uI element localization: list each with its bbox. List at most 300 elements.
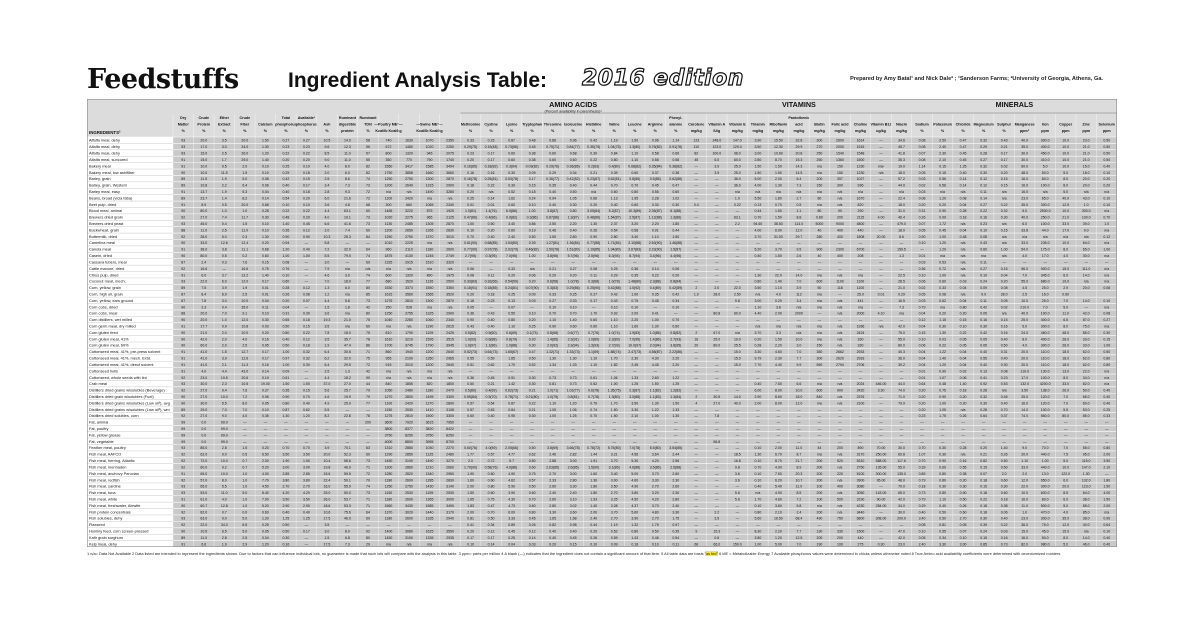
table-cell: 0.2	[242, 254, 247, 258]
table-cell: 93	[181, 139, 185, 143]
table-cell: 0.54	[282, 196, 289, 200]
table-cell: 25.0	[857, 292, 864, 296]
table-cell: 1.50	[1103, 485, 1110, 489]
table-cell: —	[736, 440, 740, 444]
table-cell: —	[305, 241, 309, 245]
table-cell: 14.0	[344, 139, 351, 143]
table-cell: 3.9	[796, 286, 801, 290]
table-cell: —	[777, 369, 781, 373]
table-cell: 1975	[446, 273, 454, 277]
table-cell: —	[756, 260, 760, 264]
table-cell: 0.40	[754, 382, 761, 386]
table-cell: 0.08	[1103, 312, 1110, 316]
table-cell: 8.00	[775, 389, 782, 393]
table-cell: 3.4(96)	[650, 254, 661, 258]
table-cell: 0.23	[467, 152, 474, 156]
table-cell: 0.60	[611, 190, 618, 194]
table-cell: 2.30	[939, 152, 946, 156]
table-cell: 2.5(87)	[629, 216, 640, 220]
table-cell: 19.9	[344, 395, 351, 399]
table-cell: 0.34	[570, 171, 577, 175]
table-cell: —	[530, 369, 534, 373]
table-cell: 0.40	[549, 536, 556, 540]
table-cell: 18.0	[1062, 363, 1069, 367]
table-cell: 0.33	[549, 292, 556, 296]
column-header: Ash	[323, 123, 331, 127]
table-cell: 2125	[446, 216, 454, 220]
table-cell: —	[715, 465, 719, 469]
table-cell: —	[818, 369, 822, 373]
table-cell: 0.10	[282, 203, 289, 207]
table-cell: 73	[366, 491, 370, 495]
table-cell: 41.0	[200, 350, 207, 354]
table-cell: 3.80	[303, 478, 310, 482]
table-cell: n/a	[961, 222, 966, 226]
table-cell: —	[674, 260, 678, 264]
column-header: Thiamin	[751, 123, 766, 127]
table-cell: 1.20	[939, 363, 946, 367]
table-cell: 15.0	[734, 357, 741, 361]
column-header: %	[489, 129, 493, 133]
table-cell: 1320	[405, 152, 413, 156]
table-cell: 0.01	[919, 254, 926, 258]
table-cell: 200	[817, 472, 823, 476]
table-cell: 0.64	[919, 382, 926, 386]
table-cell: 32.0	[344, 357, 351, 361]
table-cell: 0.64	[1103, 523, 1110, 527]
table-cell: 0.36	[919, 267, 926, 271]
table-cell: 2	[695, 331, 697, 335]
table-cell: 0.46	[549, 228, 556, 232]
ingredient-name: Fish meal, anchovy Peruvian	[89, 471, 139, 476]
table-cell: 8.2	[324, 414, 329, 418]
table-cell: 1.00	[939, 401, 946, 405]
table-cell: 1.00	[529, 209, 536, 213]
table-cell: 18.0	[1062, 350, 1069, 354]
column-header: Potassium	[933, 123, 952, 127]
table-cell: 1.40	[1001, 446, 1008, 450]
table-cell: 800	[386, 152, 392, 156]
table-cell: n/a	[817, 273, 822, 277]
table-cell: 74	[366, 254, 370, 258]
table-cell: —	[366, 427, 370, 431]
table-cell: 2.60	[672, 472, 679, 476]
table-cell: 0.44	[590, 523, 597, 527]
table-cell: 1100	[836, 280, 844, 284]
table-cell: 3.9	[714, 164, 719, 168]
table-cell: 0.15	[939, 164, 946, 168]
table-cell: 77	[366, 401, 370, 405]
table-cell: 0.10	[590, 542, 597, 546]
table-cell: 1.32(71)	[546, 350, 559, 354]
table-cell: 0.50	[488, 517, 495, 521]
table-cell: 2.5(88)	[670, 465, 681, 469]
table-cell: —	[879, 203, 883, 207]
table-cell: 18.0	[796, 395, 803, 399]
table-cell: —	[838, 292, 842, 296]
table-cell: 0.70	[631, 184, 638, 188]
table-cell: 40.0	[1083, 523, 1090, 527]
table-cell: n/a	[879, 171, 884, 175]
table-cell: 1.77	[467, 453, 474, 457]
table-cell: 1480	[405, 145, 413, 149]
table-cell: 150	[817, 184, 823, 188]
table-cell: —	[1064, 440, 1068, 444]
table-cell: 47.4	[344, 344, 351, 348]
table-cell: 57	[366, 152, 370, 156]
table-cell: 1.22	[672, 376, 679, 380]
table-cell: 21.0	[200, 331, 207, 335]
table-cell: 2800	[446, 401, 454, 405]
table-cell: 0.08	[282, 260, 289, 264]
table-cell: 1.34	[549, 363, 556, 367]
table-cell: n/a	[489, 190, 494, 194]
table-cell: 92	[181, 376, 185, 380]
ingredient-name: Beet pulp, dried	[89, 202, 116, 207]
table-cell: 5.6	[735, 491, 740, 495]
table-cell: —	[879, 241, 883, 245]
table-cell: 0.74	[590, 408, 597, 412]
table-cell: 150.0	[733, 542, 742, 546]
table-cell: —	[736, 248, 740, 252]
table-cell: 8.0	[1063, 248, 1068, 252]
table-cell: —	[736, 228, 740, 232]
table-cell: 0.60	[1001, 478, 1008, 482]
table-cell: 16.0	[1021, 184, 1028, 188]
table-cell: 0.10	[282, 273, 289, 277]
table-cell: 1.80	[590, 485, 597, 489]
table-cell: 0.79	[919, 497, 926, 501]
column-header: Selenium	[1099, 123, 1116, 127]
table-cell: —	[223, 267, 227, 271]
table-cell: —	[530, 433, 534, 437]
table-cell: 1.50	[775, 337, 782, 341]
table-cell: 6.00	[508, 510, 515, 514]
column-header: Sulphur	[997, 123, 1011, 127]
table-cell: 0.40	[939, 504, 946, 508]
table-cell: 0.43	[467, 325, 474, 329]
table-cell: 1.30	[590, 222, 597, 226]
table-cell: 77	[366, 280, 370, 284]
table-cell: 11.0	[242, 228, 249, 232]
table-cell: 0.72	[939, 267, 946, 271]
table-cell: 0.21	[590, 171, 597, 175]
table-cell: 0.25	[508, 536, 515, 540]
table-cell: 1.10	[611, 325, 618, 329]
table-cell: 0.15	[980, 465, 987, 469]
table-cell: 9.0	[1022, 446, 1027, 450]
table-cell: 0.40	[1103, 542, 1110, 546]
table-cell: 4.6(88)	[629, 465, 640, 469]
table-cell: n/a	[838, 325, 843, 329]
table-cell: 0.12	[529, 530, 536, 534]
table-cell: 3.54(85)	[669, 446, 682, 450]
table-cell: 0.5	[222, 254, 227, 258]
table-cell: 2749	[446, 254, 454, 258]
column-header: Sodium	[915, 123, 929, 127]
ingredient-name: Barley, grain	[89, 176, 111, 181]
table-cell: 123.0	[1082, 485, 1091, 489]
table-cell: 46.4	[898, 216, 905, 220]
table-cell: 71	[366, 465, 370, 469]
table-cell: 5.6	[324, 389, 329, 393]
table-cell: 1.9	[222, 177, 227, 181]
table-cell: —	[592, 427, 596, 431]
table-cell: 1.3(84)	[670, 395, 681, 399]
table-cell: —	[1043, 260, 1047, 264]
table-cell: 15.0	[200, 152, 207, 156]
table-cell: 10.0	[1062, 152, 1069, 156]
table-cell: —	[941, 421, 945, 425]
table-cell: —	[1105, 260, 1109, 264]
table-cell: 3.0	[222, 299, 227, 303]
table-cell: 1700	[385, 344, 393, 348]
table-cell: 2075	[446, 152, 454, 156]
table-cell: 5.00	[775, 542, 782, 546]
table-cell: 5.5	[1063, 408, 1068, 412]
table-cell: 3210	[405, 337, 413, 341]
table-cell: —	[325, 427, 329, 431]
table-cell: 42.0	[898, 536, 905, 540]
table-cell: 3080	[857, 485, 865, 489]
table-cell: 0.10	[754, 478, 761, 482]
table-cell: 50.1	[344, 478, 351, 482]
table-cell: 0.30	[652, 203, 659, 207]
column-header: Ether	[220, 116, 230, 120]
table-cell: 29	[366, 542, 370, 546]
table-cell: 1790	[405, 331, 413, 335]
table-cell: 89	[181, 286, 185, 290]
table-cell: 63	[366, 446, 370, 450]
table-cell: 0.08	[303, 292, 310, 296]
table-cell: 16.5	[898, 299, 905, 303]
table-cell: 110	[694, 145, 700, 149]
table-cell: —	[736, 408, 740, 412]
table-cell: 30.5	[713, 395, 720, 399]
table-cell: 0.15	[529, 184, 536, 188]
table-cell: 1150	[385, 491, 393, 495]
table-cell: 1.30	[570, 357, 577, 361]
table-cell: 11.3	[242, 363, 249, 367]
table-cell: n/a	[838, 190, 843, 194]
table-cell: 0.33	[467, 139, 474, 143]
table-cell: 3.0	[796, 344, 801, 348]
table-cell: 0.54(59)	[505, 280, 518, 284]
table-cell: —	[961, 440, 965, 444]
column-header: %	[572, 129, 576, 133]
table-cell: n/a	[1104, 369, 1109, 373]
table-cell: 87	[181, 260, 185, 264]
table-cell: n/a	[407, 190, 412, 194]
table-cell: 190	[817, 542, 823, 546]
table-cell: 91	[181, 325, 185, 329]
table-cell: 1.2(82)	[670, 389, 681, 393]
table-cell: 1310	[385, 446, 393, 450]
table-cell: —	[715, 421, 719, 425]
table-cell: 7.9	[324, 267, 329, 271]
table-cell: 3020	[405, 510, 413, 514]
table-cell: —	[1043, 421, 1047, 425]
table-cell: —	[859, 414, 863, 418]
table-cell: —	[530, 421, 534, 425]
ingredient-name: Kelp meal, dehy	[89, 541, 117, 546]
table-cell: 3.6	[735, 478, 740, 482]
column-header: Threonine	[544, 123, 562, 127]
table-cell: 0.22	[980, 497, 987, 501]
ingredient-name: Fat, yellow grease	[89, 432, 121, 437]
table-cell: 0.36(86)	[567, 164, 580, 168]
table-cell: 8.7(94)	[629, 254, 640, 258]
table-cell: 33.0	[1021, 241, 1028, 245]
table-cell: 0.77(88)	[587, 241, 600, 245]
table-cell: 9.5	[796, 248, 801, 252]
table-cell: 0.89	[508, 523, 515, 527]
table-cell: 7.2	[242, 395, 247, 399]
table-cell: 560.0	[1041, 414, 1050, 418]
table-cell: 0.47	[488, 504, 495, 508]
table-cell: 0.15	[960, 318, 967, 322]
table-cell: 300	[386, 203, 392, 207]
table-cell: 0.5	[242, 453, 247, 457]
table-cell: 3440	[857, 510, 865, 514]
table-cell: n/a	[961, 260, 966, 264]
table-cell: n/a	[961, 408, 966, 412]
table-cell: 0.44	[590, 184, 597, 188]
table-cell: 1210	[426, 465, 434, 469]
table-cell: 0.25	[467, 196, 474, 200]
table-cell: 43.0	[241, 369, 248, 373]
table-cell: 0.26	[919, 216, 926, 220]
table-cell: 43.0	[1083, 196, 1090, 200]
table-cell: 5.5	[222, 485, 227, 489]
table-cell: 440	[858, 536, 864, 540]
table-cell: —	[797, 267, 801, 271]
table-cell: 0.55(84)	[464, 395, 477, 399]
table-cell: 0.18(85)	[485, 286, 498, 290]
table-cell: 36.0	[734, 177, 741, 181]
table-cell: 0.5(85)	[650, 177, 661, 181]
table-cell: 1.9	[694, 292, 699, 296]
table-cell: 0.22	[303, 331, 310, 335]
table-cell: 1.50	[775, 164, 782, 168]
ingredient-name: Cassava tubers, meal	[89, 259, 127, 264]
table-cell: 2.00	[631, 312, 638, 316]
table-cell: 17.0	[1042, 254, 1049, 258]
table-cell: 3560	[405, 292, 413, 296]
ingredient-name: Corn gluten feed	[89, 330, 118, 335]
table-cell: 0.7	[242, 465, 247, 469]
table-cell: 2.20	[672, 363, 679, 367]
table-cell: —	[879, 254, 883, 258]
table-cell: 1285	[426, 478, 434, 482]
table-cell: 0.39	[939, 453, 946, 457]
table-cell: 1.06	[570, 408, 577, 412]
table-cell: 0.60	[262, 510, 269, 514]
column-header: Fiber	[240, 123, 250, 127]
table-cell: 1.70	[611, 401, 618, 405]
column-header: —Poultry ME⁶—	[374, 123, 403, 127]
table-cell: 3.8(96)	[547, 254, 558, 258]
table-cell: —	[879, 401, 883, 405]
table-cell: n/a	[858, 305, 863, 309]
table-cell: —	[1064, 427, 1068, 431]
table-cell: 0.60	[508, 228, 515, 232]
table-cell: 479.0	[897, 222, 906, 226]
table-cell: 1.0	[735, 196, 740, 200]
table-cell: 9.4	[222, 389, 227, 393]
table-cell: 91	[181, 369, 185, 373]
table-cell: 1.90	[303, 459, 310, 463]
table-cell: 0.58	[672, 158, 679, 162]
table-cell: —	[633, 369, 637, 373]
table-cell: —	[879, 350, 883, 354]
table-cell: 20.0	[1083, 286, 1090, 290]
table-cell: 72	[366, 472, 370, 476]
table-cell: n/a	[838, 299, 843, 303]
table-cell: 90	[181, 209, 185, 213]
table-cell: 0.04	[508, 542, 515, 546]
table-cell: 0.35	[262, 414, 269, 418]
table-cell: —	[879, 139, 883, 143]
table-cell: 3108	[446, 408, 454, 412]
table-cell: 1.20	[939, 196, 946, 200]
table-cell: 0.02	[960, 369, 967, 373]
table-cell: —	[879, 440, 883, 444]
table-cell: 61.0	[200, 497, 207, 501]
table-cell: 1440	[426, 510, 434, 514]
table-cell: —	[695, 382, 699, 386]
table-cell: 0.40	[488, 325, 495, 329]
table-cell: 1200	[385, 184, 393, 188]
table-cell: 0.33	[1103, 414, 1110, 418]
table-cell: 41.0	[200, 363, 207, 367]
table-cell: 5.0	[1043, 164, 1048, 168]
table-cell: 2870	[446, 299, 454, 303]
table-cell: 75.0	[898, 331, 905, 335]
table-cell: 500.0	[1041, 504, 1050, 508]
table-cell: 4.60	[631, 478, 638, 482]
table-cell: 3.64	[652, 453, 659, 457]
table-cell: 0.57	[529, 478, 536, 482]
table-cell: 1.54(87)	[608, 216, 621, 220]
table-cell: 20.6	[241, 376, 248, 380]
table-cell: 0.60	[960, 510, 967, 514]
table-cell: 1560	[385, 504, 393, 508]
table-cell: 1130	[385, 222, 393, 226]
table-cell: 1.9(97)	[465, 344, 476, 348]
table-cell: 8700	[446, 440, 454, 444]
table-cell: —	[695, 280, 699, 284]
table-cell: 20.0	[200, 312, 207, 316]
table-cell: 3.4	[324, 184, 329, 188]
table-cell: 74	[366, 273, 370, 277]
table-cell: 3.50	[611, 485, 618, 489]
table-cell: 3270	[446, 459, 454, 463]
table-cell: 0.09	[529, 292, 536, 296]
table-cell: 12.0	[241, 280, 248, 284]
table-cell: 0.70	[570, 312, 577, 316]
table-cell: n/a	[961, 254, 966, 258]
table-cell: 0.10	[919, 337, 926, 341]
table-cell: 2480	[446, 453, 454, 457]
table-cell: 0.07	[919, 152, 926, 156]
table-cell: 24.0	[241, 145, 248, 149]
table-cell: 0.18(82)	[485, 164, 498, 168]
table-cell: 2500	[446, 280, 454, 284]
table-cell: 0.44	[754, 209, 761, 213]
table-cell: 0.28	[754, 344, 761, 348]
table-cell: 74.0	[898, 389, 905, 393]
